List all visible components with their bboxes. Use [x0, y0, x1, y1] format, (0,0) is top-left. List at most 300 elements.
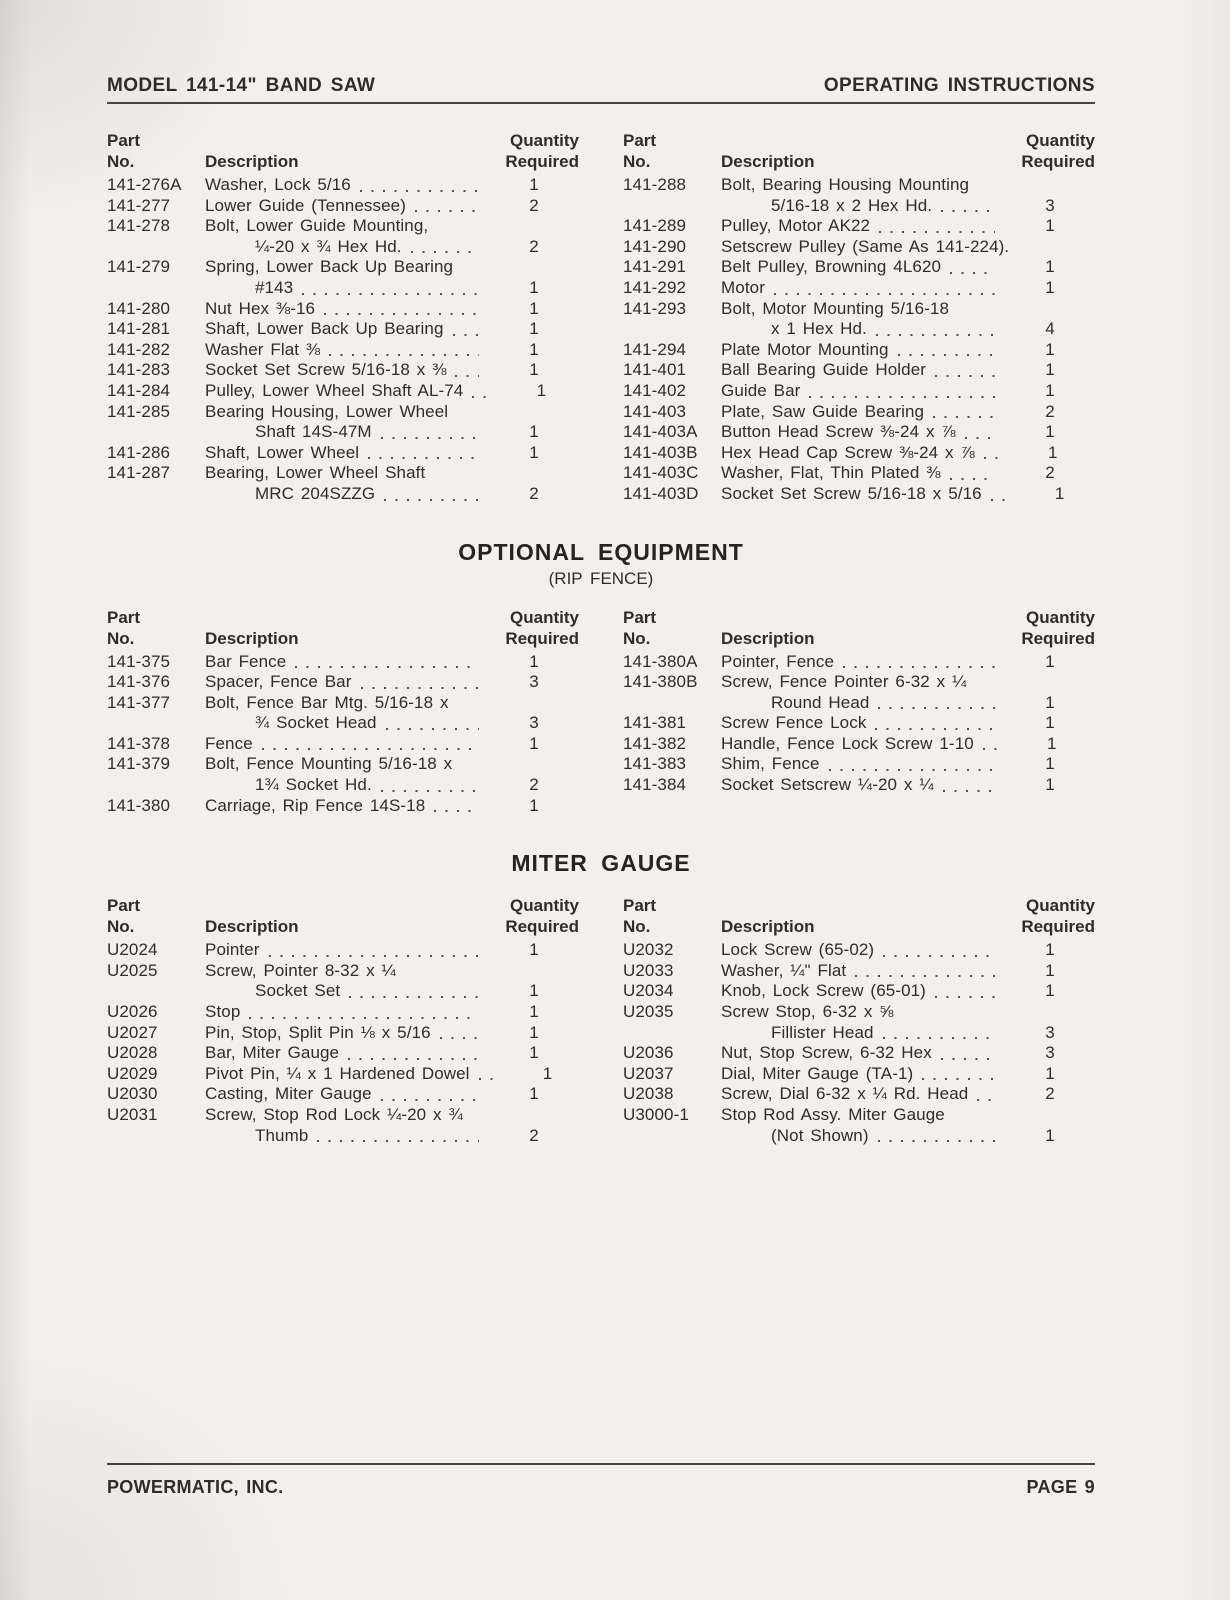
leader-dots	[472, 396, 486, 398]
part-row	[107, 734, 579, 755]
leader-dots	[809, 396, 995, 398]
part-description: Stop Rod Assy. Miter Gauge	[721, 1105, 945, 1124]
column-header-row1	[107, 130, 579, 151]
part-quantity: 1	[1045, 692, 1055, 712]
part-description: Fence	[205, 733, 253, 753]
parts-rows	[623, 175, 1095, 505]
part-description: Screw Fence Lock	[721, 713, 867, 733]
leader-dots	[434, 810, 479, 812]
leader-dots	[329, 354, 479, 356]
part-description: Socket Set Screw 5/16-18 x ⅜	[205, 360, 447, 380]
right-column	[623, 607, 1095, 817]
part-description: Spacer, Fence Bar	[205, 672, 352, 692]
part-description: Pointer, Fence	[721, 651, 835, 671]
page-header	[107, 75, 1095, 97]
part-description: Socket Setscrew ¼-20 x ¼	[721, 775, 934, 795]
part-description: Washer Flat ⅜	[205, 339, 321, 359]
part-quantity: 1	[529, 277, 539, 297]
leader-dots	[415, 210, 479, 212]
quantity-header-label: Quantity	[1026, 896, 1095, 916]
part-quantity: 1	[1045, 277, 1055, 297]
quantity-header-label: Quantity	[510, 607, 579, 627]
part-quantity: 1	[1045, 257, 1055, 277]
part-row	[623, 340, 1095, 361]
part-row	[623, 402, 1095, 423]
leader-dots	[876, 334, 995, 336]
right-column	[623, 895, 1095, 1146]
part-description: Plate Motor Mounting	[721, 339, 889, 359]
part-quantity: 1	[529, 1002, 539, 1022]
part-number: 141-281	[107, 319, 171, 339]
part-quantity: 1	[529, 981, 539, 1001]
part-no-header-label: No.	[107, 152, 135, 171]
leader-dots	[883, 1037, 995, 1039]
part-description: Lower Guide (Tennessee)	[205, 195, 406, 215]
part-quantity: 2	[529, 483, 539, 503]
column-header-row1	[623, 895, 1095, 916]
part-number: U2035	[623, 1002, 674, 1022]
leader-dots	[440, 1037, 479, 1039]
leader-dots	[361, 687, 480, 689]
part-quantity: 1	[529, 422, 539, 442]
section-title: MITER GAUGE	[511, 850, 691, 877]
quantity-header-label: Quantity	[1026, 607, 1095, 627]
part-description: 5/16-18 x 2 Hex Hd.	[771, 195, 933, 215]
part-row	[623, 981, 1095, 1002]
part-number: U3000-1	[623, 1105, 689, 1124]
part-number: 141-376	[107, 672, 171, 692]
leader-dots	[878, 1140, 995, 1142]
part-description: Hex Head Cap Screw ⅜-24 x ⅞	[721, 442, 975, 462]
section-miter-gauge	[107, 850, 1095, 1146]
part-number: 141-280	[107, 298, 171, 318]
part-number: 141-289	[623, 216, 687, 236]
part-description: Nut Hex ⅜-16	[205, 298, 316, 318]
part-row	[623, 1023, 1095, 1044]
part-row	[107, 381, 579, 402]
parts-lists	[107, 130, 1095, 1146]
part-row	[107, 484, 579, 505]
leader-dots	[269, 955, 479, 957]
part-quantity: 1	[1045, 1063, 1055, 1083]
column-header-row1	[107, 607, 579, 628]
required-header-label: Required	[505, 152, 579, 171]
part-number: U2036	[623, 1043, 674, 1063]
part-row	[623, 484, 1095, 505]
part-description: Ball Bearing Guide Holder	[721, 360, 927, 380]
leader-dots	[386, 728, 479, 730]
leader-dots	[774, 293, 995, 295]
part-number: 141-286	[107, 442, 171, 462]
part-description: Bearing Housing, Lower Wheel	[205, 401, 449, 421]
leader-dots	[829, 769, 995, 771]
footer-rule	[107, 1463, 1095, 1465]
part-quantity: 1	[536, 380, 547, 400]
section-main-parts	[107, 130, 1095, 505]
part-number: U2038	[623, 1084, 674, 1104]
left-column	[107, 130, 579, 505]
leader-dots	[453, 334, 479, 336]
part-number: U2029	[107, 1063, 158, 1083]
part-row	[107, 1084, 579, 1105]
leader-dots	[262, 748, 479, 750]
part-row	[107, 961, 579, 982]
part-number: 141-277	[107, 195, 171, 215]
part-quantity: 1	[1045, 651, 1055, 671]
part-description: Pivot Pin, ¼ x 1 Hardened Dowel	[205, 1063, 470, 1083]
description-header-label: Description	[205, 917, 299, 937]
part-quantity: 2	[529, 236, 539, 256]
part-quantity: 3	[529, 672, 539, 692]
part-description: Casting, Miter Gauge	[205, 1084, 372, 1104]
leader-dots	[411, 251, 479, 253]
part-number: 141-284	[107, 380, 171, 400]
part-no-header-label: No.	[623, 152, 651, 171]
part-description: Bolt, Lower Guide Mounting,	[205, 216, 429, 236]
leader-dots	[479, 1078, 493, 1080]
part-number: 141-403D	[623, 483, 699, 503]
leader-dots	[295, 666, 479, 668]
part-description: Bearing, Lower Wheel Shaft	[205, 463, 426, 483]
section-optional-equipment	[107, 539, 1095, 817]
part-quantity: 2	[529, 775, 539, 795]
required-header-label: Required	[1021, 152, 1095, 171]
part-quantity: 1	[1045, 775, 1055, 795]
section-subtitle: (RIP FENCE)	[548, 568, 654, 588]
required-header-label: Required	[505, 628, 579, 648]
leader-dots	[933, 416, 995, 418]
part-number: U2030	[107, 1084, 158, 1104]
leader-dots	[943, 790, 995, 792]
leader-dots	[941, 1058, 995, 1060]
part-quantity: 1	[529, 1022, 539, 1042]
parts-table	[107, 607, 1095, 817]
part-description: Bolt, Motor Mounting 5/16-18	[721, 298, 950, 318]
part-number: 141-291	[623, 257, 687, 277]
part-quantity: 1	[1045, 981, 1055, 1001]
part-row	[107, 278, 579, 299]
part-quantity: 1	[542, 1063, 553, 1083]
part-description: MRC 204SZZG	[255, 483, 376, 503]
part-row	[623, 319, 1095, 340]
page-footer	[107, 1458, 1095, 1498]
part-row	[107, 422, 579, 443]
part-quantity: 1	[1047, 733, 1057, 753]
part-description: #143	[255, 277, 294, 297]
part-description: Shaft, Lower Back Up Bearing	[205, 319, 444, 339]
part-quantity: 1	[529, 1084, 539, 1104]
part-row	[107, 360, 579, 381]
part-number: U2026	[107, 1002, 158, 1022]
part-number: U2024	[107, 940, 158, 960]
leader-dots	[922, 1078, 995, 1080]
column-header-row2	[623, 916, 1095, 937]
part-quantity: 1	[1045, 713, 1055, 733]
part-quantity: 3	[529, 713, 539, 733]
description-header-label: Description	[205, 628, 299, 648]
parts-rows	[623, 940, 1095, 1146]
part-number: 141-288	[623, 175, 687, 194]
part-number: U2032	[623, 940, 674, 960]
part-description: Pin, Stop, Split Pin ⅛ x 5/16	[205, 1022, 431, 1042]
header-rule	[107, 102, 1095, 104]
left-column	[107, 895, 579, 1146]
part-row	[107, 1126, 579, 1147]
part-row	[623, 1126, 1095, 1147]
part-row	[623, 360, 1095, 381]
part-number: 141-380A	[623, 651, 698, 671]
part-description: Dial, Miter Gauge (TA-1)	[721, 1063, 914, 1083]
part-number: 141-384	[623, 775, 687, 795]
part-quantity: 1	[1045, 1125, 1055, 1145]
part-no-header-label: No.	[107, 628, 135, 648]
column-header-row1	[107, 895, 579, 916]
part-description: 1¾ Socket Hd.	[255, 775, 372, 795]
part-number: 141-292	[623, 277, 687, 297]
part-number: 141-285	[107, 401, 171, 421]
part-row	[623, 381, 1095, 402]
part-description: Stop	[205, 1002, 241, 1022]
quantity-header-label: Quantity	[510, 896, 579, 916]
leader-dots	[898, 354, 995, 356]
part-description: x 1 Hex Hd.	[771, 319, 867, 339]
part-quantity: 1	[529, 651, 539, 671]
part-row	[623, 299, 1095, 320]
part-quantity: 2	[529, 1125, 539, 1145]
header-spacer	[721, 895, 1003, 916]
leader-dots	[455, 375, 479, 377]
part-number: 141-279	[107, 257, 171, 277]
part-row	[107, 981, 579, 1002]
part-number: 141-276A	[107, 175, 182, 194]
part-description: ¼-20 x ¾ Hex Hd.	[255, 236, 402, 256]
part-row	[107, 340, 579, 361]
part-description: ¾ Socket Head	[255, 713, 377, 733]
part-description: Carriage, Rip Fence 14S-18	[205, 795, 426, 815]
part-row	[107, 754, 579, 775]
quantity-header-label: Quantity	[1026, 131, 1095, 150]
column-header-row2	[623, 151, 1095, 172]
part-quantity: 2	[1045, 463, 1055, 483]
part-quantity: 1	[1045, 422, 1055, 442]
column-header-row2	[107, 151, 579, 172]
part-header-label: Part	[623, 131, 657, 150]
leader-dots	[950, 272, 995, 274]
part-row	[623, 175, 1095, 196]
part-no-header-label: No.	[623, 628, 651, 648]
part-quantity: 1	[529, 298, 539, 318]
part-quantity: 1	[529, 339, 539, 359]
part-no-header-label: No.	[623, 917, 651, 937]
part-row	[623, 775, 1095, 796]
part-quantity: 1	[529, 360, 539, 380]
column-header-row2	[623, 628, 1095, 649]
part-number: 141-282	[107, 339, 171, 359]
part-row	[107, 940, 579, 961]
doc-title: MODEL 141-14" BAND SAW	[107, 75, 376, 96]
part-quantity: 1	[1047, 442, 1058, 462]
leader-dots	[991, 499, 1005, 501]
part-description: Screw, Dial 6-32 x ¼ Rd. Head	[721, 1084, 969, 1104]
part-row	[623, 754, 1095, 775]
part-number: 141-290	[623, 236, 687, 256]
part-number: 141-375	[107, 651, 171, 671]
left-column	[107, 607, 579, 817]
part-row	[623, 216, 1095, 237]
part-description: Screw, Fence Pointer 6-32 x ¼	[721, 672, 967, 692]
part-number: 141-380B	[623, 672, 698, 692]
part-number: U2028	[107, 1043, 158, 1063]
part-quantity: 1	[529, 733, 539, 753]
part-quantity: 1	[1045, 754, 1055, 774]
part-row	[623, 237, 1095, 258]
part-row	[107, 299, 579, 320]
part-quantity: 1	[529, 442, 539, 462]
parts-table	[107, 895, 1095, 1146]
part-description: Setscrew Pulley (Same As 141-224).	[721, 236, 1010, 256]
part-number: 141-403B	[623, 442, 698, 462]
part-description: (Not Shown)	[771, 1125, 869, 1145]
leader-dots	[249, 1017, 479, 1019]
column-header-row2	[107, 916, 579, 937]
part-description: Handle, Fence Lock Screw 1-10	[721, 733, 974, 753]
leader-dots	[879, 231, 995, 233]
part-number: 141-403	[623, 401, 687, 421]
part-header-label: Part	[107, 131, 141, 150]
leader-dots	[977, 1099, 995, 1101]
part-description: Plate, Saw Guide Bearing	[721, 401, 925, 421]
part-number: 141-403A	[623, 422, 698, 442]
part-row	[623, 1002, 1095, 1023]
part-row	[107, 1064, 579, 1085]
header-spacer	[205, 130, 487, 151]
part-description: Spring, Lower Back Up Bearing	[205, 257, 454, 277]
part-quantity: 1	[1045, 216, 1055, 236]
part-description: Bolt, Fence Bar Mtg. 5/16-18 x	[205, 692, 449, 712]
part-description: Washer, Lock 5/16	[205, 175, 351, 194]
leader-dots	[324, 313, 479, 315]
parts-rows	[107, 652, 579, 817]
part-row	[107, 1002, 579, 1023]
part-row	[623, 672, 1095, 693]
part-row	[107, 402, 579, 423]
part-number: 141-294	[623, 339, 687, 359]
part-description: Screw, Pointer 8-32 x ¼	[205, 960, 396, 980]
leader-dots	[878, 707, 995, 709]
part-description: Nut, Stop Screw, 6-32 Hex	[721, 1043, 932, 1063]
part-row	[107, 175, 579, 196]
part-quantity: 1	[1045, 380, 1055, 400]
required-header-label: Required	[505, 917, 579, 937]
column-header-row1	[623, 607, 1095, 628]
part-quantity: 3	[1045, 1022, 1055, 1042]
part-row	[107, 257, 579, 278]
part-number: 141-278	[107, 216, 171, 236]
part-description: Knob, Lock Screw (65-01)	[721, 981, 926, 1001]
description-header-label: Description	[721, 628, 815, 648]
part-number: U2034	[623, 981, 674, 1001]
part-row	[623, 463, 1095, 484]
part-number: U2027	[107, 1022, 158, 1042]
part-row	[107, 463, 579, 484]
part-description: Motor	[721, 277, 765, 297]
part-description: Pointer	[205, 940, 260, 960]
part-row	[623, 278, 1095, 299]
part-row	[107, 443, 579, 464]
part-row	[623, 422, 1095, 443]
part-row	[623, 1084, 1095, 1105]
parts-rows	[623, 652, 1095, 796]
part-row	[107, 672, 579, 693]
part-description: Socket Set	[255, 981, 341, 1001]
part-quantity: 1	[1045, 940, 1055, 960]
part-row	[623, 443, 1095, 464]
required-header-label: Required	[1021, 628, 1095, 648]
part-quantity: 3	[1045, 1043, 1055, 1063]
part-row	[623, 734, 1095, 755]
leader-dots	[935, 996, 995, 998]
header-spacer	[205, 895, 487, 916]
column-header-row2	[107, 628, 579, 649]
part-quantity: 1	[1045, 339, 1055, 359]
description-header-label: Description	[205, 152, 299, 171]
leader-dots	[368, 457, 479, 459]
part-row	[107, 713, 579, 734]
required-header-label: Required	[1021, 917, 1095, 937]
part-description: Screw, Stop Rod Lock ¼-20 x ¾	[205, 1105, 463, 1124]
part-number: 141-378	[107, 733, 171, 753]
leader-dots	[950, 478, 995, 480]
part-row	[623, 693, 1095, 714]
part-header-label: Part	[623, 896, 657, 916]
part-description: Pulley, Motor AK22	[721, 216, 871, 236]
leader-dots	[360, 190, 479, 192]
leader-dots	[349, 996, 479, 998]
part-row	[107, 775, 579, 796]
column-header-row1	[623, 130, 1095, 151]
part-row	[623, 1105, 1095, 1126]
description-header-label: Description	[721, 152, 815, 171]
part-quantity: 4	[1045, 319, 1055, 339]
parts-table	[107, 130, 1095, 505]
leader-dots	[317, 1140, 479, 1142]
part-number: 141-381	[623, 713, 687, 733]
part-description: Round Head	[771, 692, 870, 712]
part-quantity: 1	[529, 795, 539, 815]
footer-page-number: PAGE 9	[1026, 1477, 1095, 1497]
part-quantity: 1	[529, 1043, 539, 1063]
leader-dots	[984, 457, 998, 459]
part-description: Shaft, Lower Wheel	[205, 442, 360, 462]
header-spacer	[721, 130, 1003, 151]
part-description: Socket Set Screw 5/16-18 x 5/16	[721, 483, 982, 503]
leader-dots	[883, 955, 995, 957]
part-quantity: 2	[529, 195, 539, 215]
part-row	[107, 693, 579, 714]
part-quantity: 1	[529, 940, 539, 960]
part-number: 141-287	[107, 463, 171, 483]
part-description: Button Head Screw ⅜-24 x ⅞	[721, 422, 956, 442]
leader-dots	[965, 437, 995, 439]
part-row	[623, 1043, 1095, 1064]
part-description: Lock Screw (65-02)	[721, 940, 875, 960]
parts-rows	[107, 940, 579, 1146]
part-number: U2025	[107, 960, 158, 980]
part-row	[107, 652, 579, 673]
part-quantity: 1	[529, 319, 539, 339]
part-quantity: 3	[1045, 195, 1055, 215]
part-description: Washer, ¼" Flat	[721, 960, 847, 980]
